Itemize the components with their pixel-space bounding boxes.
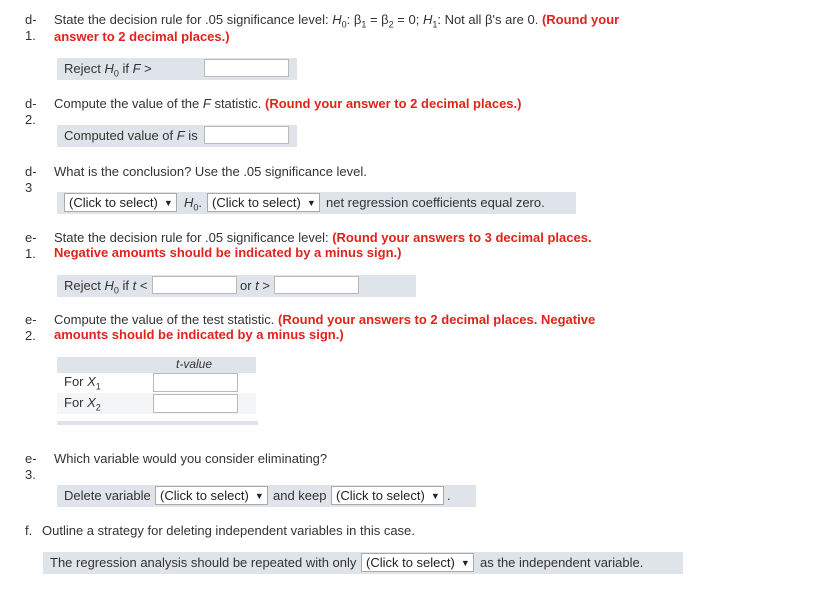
- question-number: d-2.: [25, 96, 37, 127]
- answer-band-e1: [57, 275, 416, 297]
- chevron-down-icon: ▼: [460, 558, 470, 568]
- row-label: For $X_2$: [64, 395, 101, 413]
- instruction-text: Negative amounts should be indicated by a minus sign.): [54, 245, 402, 260]
- independent-variable-select[interactable]: (Click to select) ▼: [361, 553, 474, 572]
- question-number: d-1.: [25, 12, 37, 43]
- question-number: e-1.: [25, 230, 37, 261]
- question-text: Which variable would you consider eliminating?: [54, 451, 328, 466]
- t-value-x2-input[interactable]: [153, 394, 238, 413]
- question-text: Compute the value of the F statistic. (Round your answer to 2 decimal places.): [54, 96, 522, 111]
- sentence-end: as the independent variable.: [480, 555, 644, 570]
- table-row: [57, 372, 256, 393]
- answer-band-d1: [57, 58, 297, 80]
- reject-rule-label: Reject $H_0$ if F >: [64, 61, 152, 79]
- instruction-text: (Round your answers to 2 decimal places. Negative: [278, 312, 596, 327]
- instruction-text: answer to 2 decimal places.): [54, 29, 230, 44]
- keep-label: and keep: [273, 488, 327, 503]
- table-row: [57, 393, 256, 414]
- question-text: State the decision rule for .05 significance level: $H_0$: $\beta_1 = \beta_2 = 0$; $H_1$: Not all β's are 0. (Round your: [54, 12, 620, 30]
- instruction-text: (Round your answers to 3 decimal places.: [332, 230, 592, 245]
- question-text: What is the conclusion? Use the .05 significance level.: [54, 164, 367, 179]
- instruction-text: (Round your: [541, 12, 620, 27]
- h0-label: $H_0$.: [184, 195, 203, 213]
- question-number: e-2.: [25, 312, 37, 343]
- t-value-table-header: [57, 357, 256, 373]
- sentence-start: The regression analysis should be repeated with only: [50, 555, 357, 570]
- delete-variable-label: Delete variable: [64, 488, 151, 503]
- f-statistic-input[interactable]: [204, 126, 289, 144]
- chevron-down-icon: ▼: [430, 491, 440, 501]
- period-label: .: [447, 488, 451, 503]
- conclusion-tail: net regression coefficients equal zero.: [326, 195, 545, 210]
- question-number: f.: [25, 523, 33, 538]
- question-text: Compute the value of the test statistic. (Round your answers to 2 decimal places. Negative: [54, 312, 596, 327]
- t-lower-input[interactable]: [152, 276, 237, 294]
- t-upper-input[interactable]: [274, 276, 359, 294]
- or-t-label: or t >: [240, 278, 271, 293]
- conclusion-select-2[interactable]: (Click to select) ▼: [207, 193, 320, 212]
- answer-band-f: [43, 552, 683, 574]
- question-text: Outline a strategy for deleting independent variables in this case.: [42, 523, 415, 538]
- instruction-text: (Round your answer to 2 decimal places.): [265, 96, 522, 111]
- answer-band-d2: [57, 125, 297, 147]
- computed-f-label: Computed value of F is: [64, 128, 198, 143]
- table-bottom-border: [57, 421, 258, 425]
- t-value-x1-input[interactable]: [153, 373, 238, 392]
- chevron-down-icon: ▼: [306, 198, 316, 208]
- answer-band-d3: [57, 192, 576, 214]
- instruction-text: amounts should be indicated by a minus sign.): [54, 327, 344, 342]
- row-label: For $X_1$: [64, 374, 101, 392]
- chevron-down-icon: ▼: [254, 491, 264, 501]
- question-number: d-3: [25, 164, 37, 195]
- answer-band-e3: [57, 485, 476, 507]
- column-header: t-value: [176, 357, 213, 371]
- keep-variable-select[interactable]: (Click to select) ▼: [331, 486, 444, 505]
- question-text: State the decision rule for .05 significance level: (Round your answers to 3 decimal places.: [54, 230, 592, 245]
- f-critical-input[interactable]: [204, 59, 289, 77]
- reject-t-label: Reject $H_0$ if t <: [64, 278, 148, 296]
- chevron-down-icon: ▼: [163, 198, 173, 208]
- question-number: e-3.: [25, 451, 37, 482]
- conclusion-select-1[interactable]: (Click to select) ▼: [64, 193, 177, 212]
- delete-variable-select[interactable]: (Click to select) ▼: [155, 486, 268, 505]
